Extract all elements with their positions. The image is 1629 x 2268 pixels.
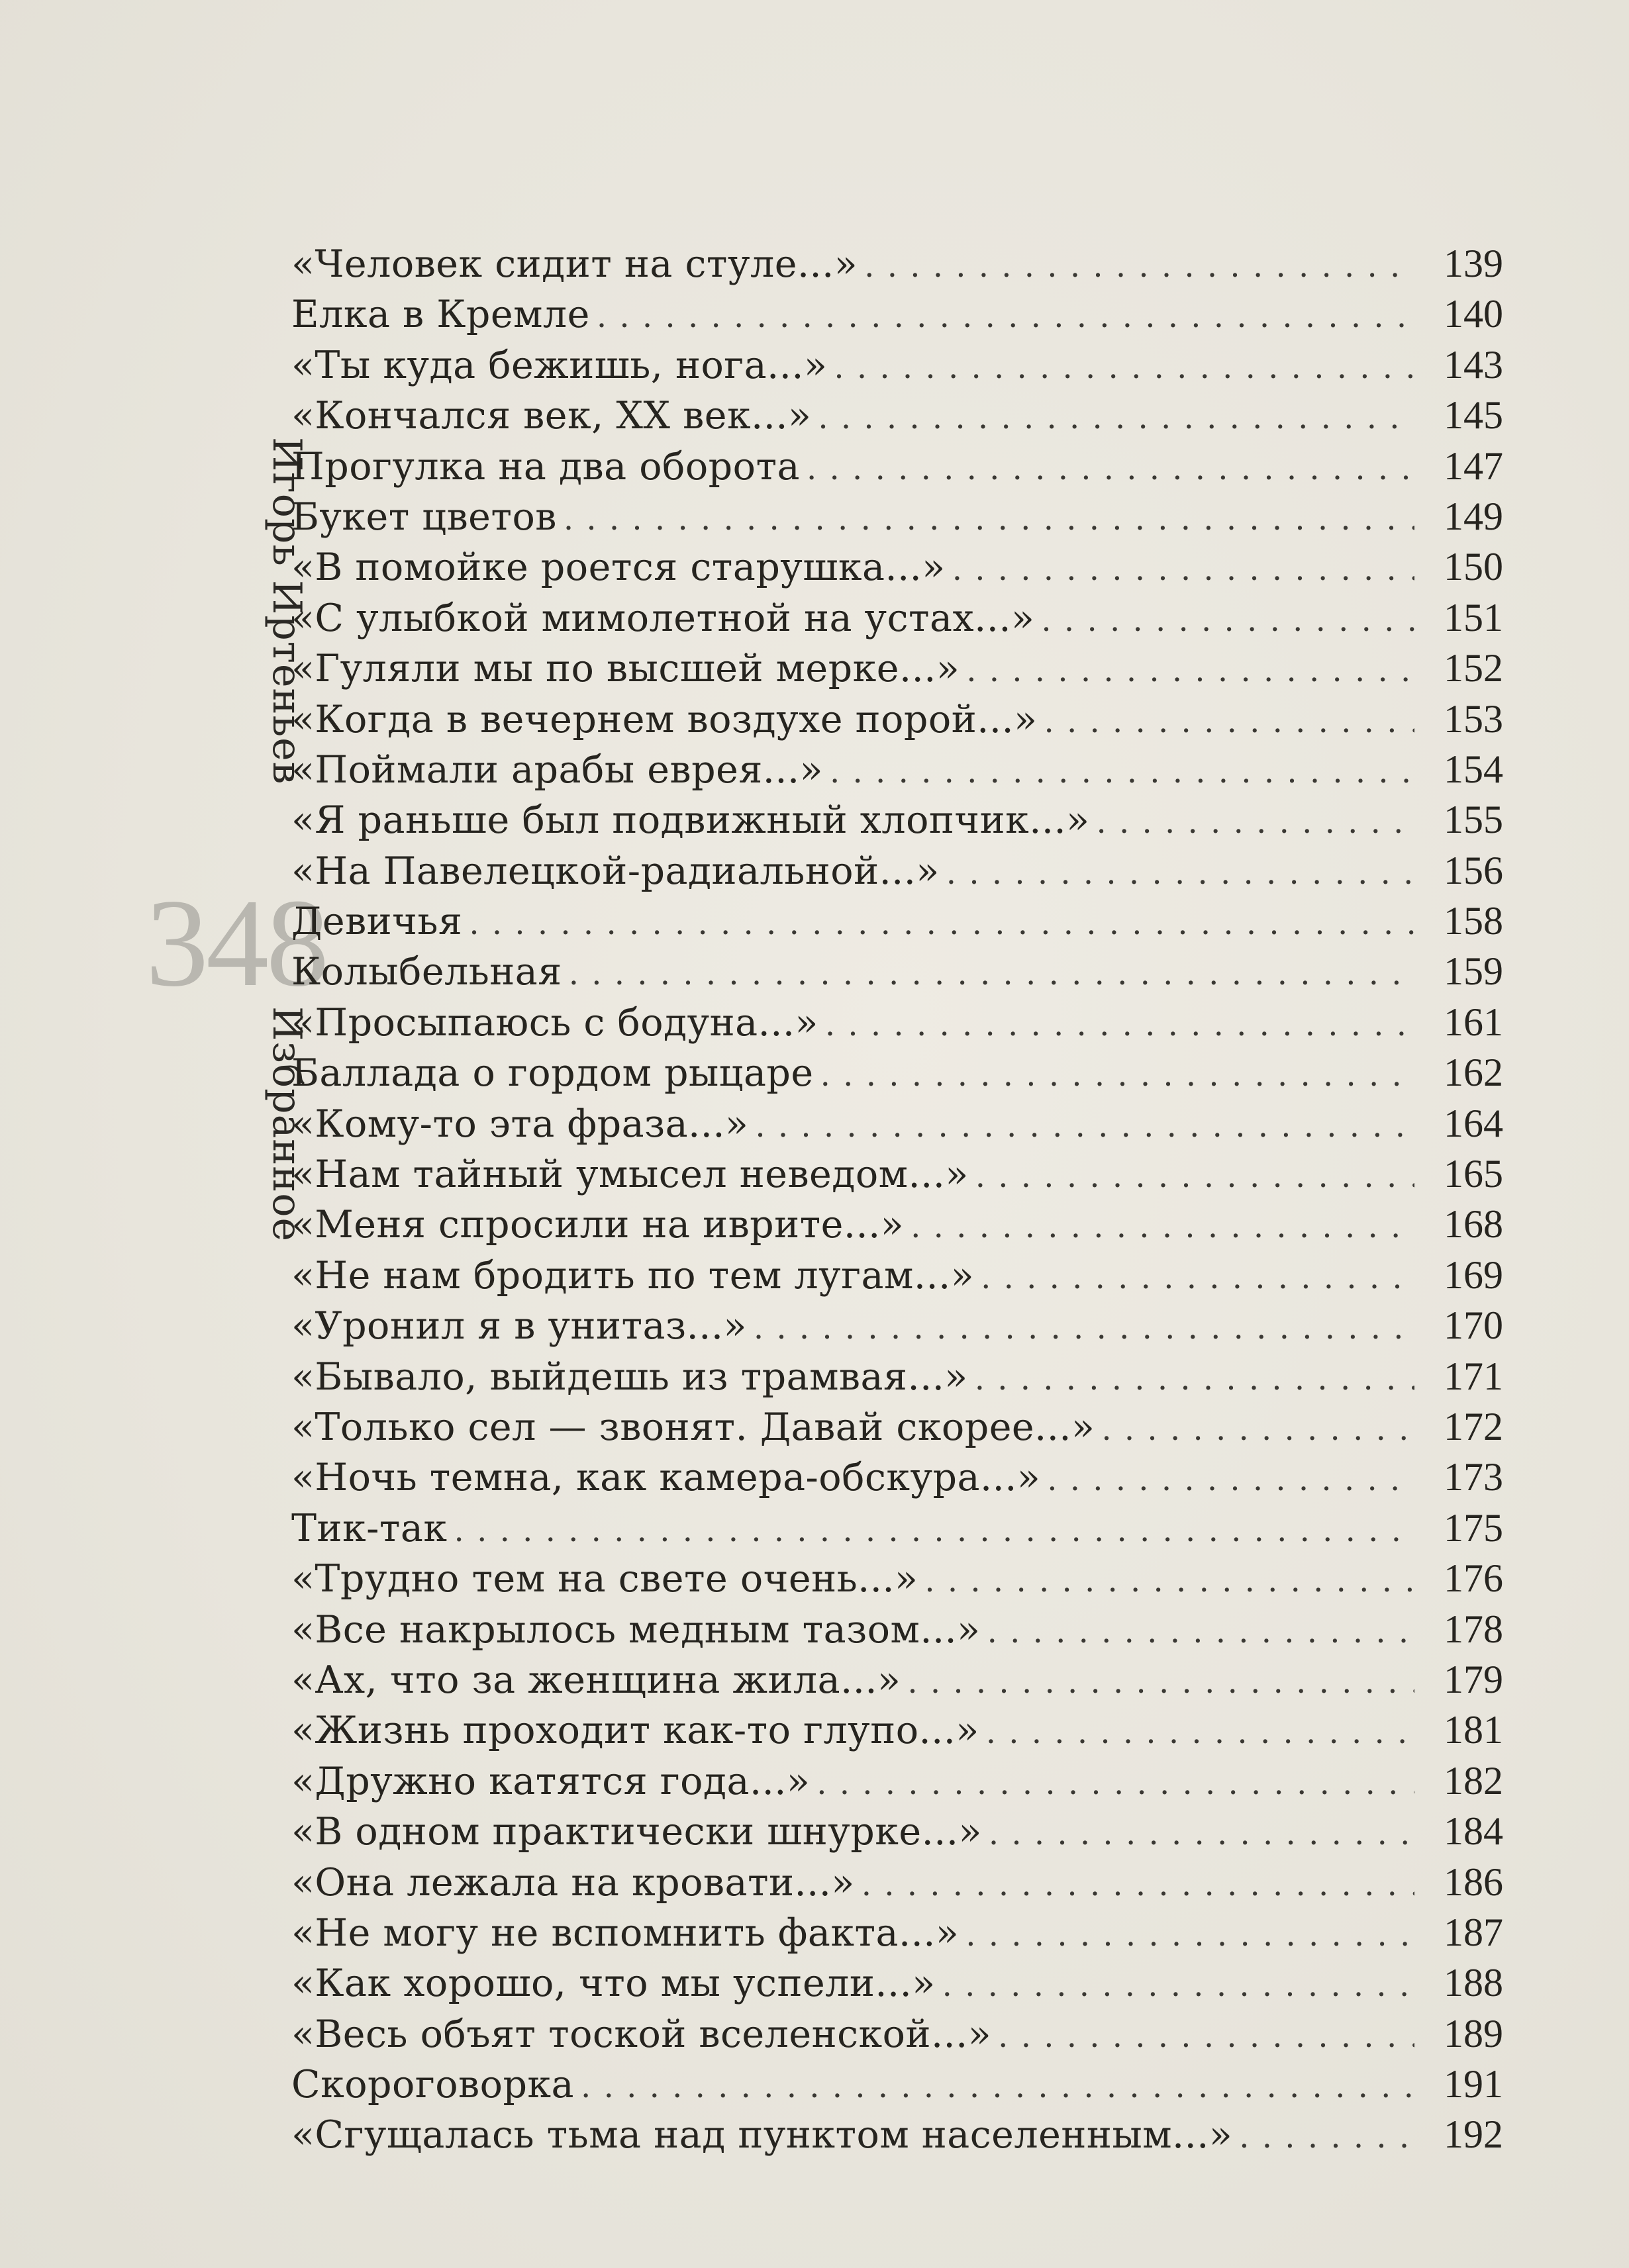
- toc-leader-dots: [989, 1809, 1414, 1859]
- toc-entry-page: 153: [1444, 696, 1503, 741]
- toc-entry-page: 159: [1444, 949, 1503, 994]
- toc-entry: [291, 997, 1503, 1047]
- toc-entry: [291, 1705, 1503, 1755]
- toc-entry-page: 175: [1444, 1505, 1503, 1550]
- toc-leader-dots: [966, 645, 1414, 696]
- toc-entry-title: «Человек сидит на стуле...»: [291, 242, 858, 286]
- toc-entry-title: «Только сел — звонят. Давай скорее...»: [291, 1405, 1095, 1449]
- toc-entry-page: 186: [1444, 1860, 1503, 1904]
- toc-leader-dots: [816, 1758, 1414, 1809]
- toc-entry-page: 187: [1444, 1910, 1503, 1954]
- toc-entry: [291, 896, 1503, 946]
- toc-entry: [291, 2008, 1503, 2059]
- toc-entry-title: «Поймали арабы еврея...»: [291, 747, 824, 792]
- toc-entry: [291, 1857, 1503, 1907]
- toc-entry-page: 152: [1444, 646, 1503, 690]
- toc-entry: [291, 2059, 1503, 2109]
- toc-leader-dots: [981, 1252, 1414, 1303]
- toc-entry-title: «Просыпаюсь с бодуна...»: [291, 1000, 818, 1045]
- toc-entry-page: 188: [1444, 1961, 1503, 2005]
- toc-entry: [291, 1553, 1503, 1603]
- toc-entry-page: 164: [1444, 1101, 1503, 1145]
- toc-entry-title: «Ах, что за женщина жила...»: [291, 1658, 901, 1702]
- toc-entry-title: «Весь объят тоской вселенской...»: [291, 2012, 992, 2056]
- toc-leader-dots: [1044, 696, 1414, 747]
- toc-entry-title: «Когда в вечернем воздухе порой...»: [291, 697, 1038, 741]
- toc-leader-dots: [564, 494, 1414, 544]
- toc-entry: [291, 592, 1503, 643]
- toc-entry: [291, 1756, 1503, 1806]
- toc-entry-title: «Не нам бродить по тем лугам...»: [291, 1253, 975, 1298]
- toc-entry-page: 155: [1444, 798, 1503, 842]
- toc-entry-title: «Ночь темна, как камера-обскура...»: [291, 1456, 1041, 1500]
- toc-entry-title: «В помойке роется старушка...»: [291, 545, 946, 590]
- toc-entry-title: Колыбельная: [291, 950, 562, 994]
- toc-leader-dots: [924, 1556, 1414, 1606]
- toc-entry-page: 147: [1444, 444, 1503, 488]
- toc-leader-dots: [754, 1303, 1414, 1353]
- toc-leader-dots: [1041, 595, 1414, 645]
- toc-entry-title: «Все накрылось медным тазом...»: [291, 1607, 981, 1652]
- toc-entry-title: Баллада о гордом рыцаре: [291, 1051, 814, 1096]
- toc-leader-dots: [597, 291, 1414, 342]
- toc-entry: [291, 1452, 1503, 1502]
- toc-entry: [291, 1300, 1503, 1350]
- toc-entry: [291, 289, 1503, 339]
- toc-leader-dots: [825, 1000, 1414, 1050]
- toc-entry: [291, 794, 1503, 845]
- toc-entry: [291, 238, 1503, 289]
- toc-entry-page: 191: [1444, 2062, 1503, 2106]
- toc-entry-page: 140: [1444, 292, 1503, 336]
- toc-entry-page: 154: [1444, 747, 1503, 791]
- toc-leader-dots: [581, 2061, 1414, 2112]
- toc-entry-page: 165: [1444, 1152, 1503, 1196]
- toc-entry-title: Девичья: [291, 900, 463, 944]
- toc-entry-page: 145: [1444, 393, 1503, 438]
- toc-entry-page: 149: [1444, 494, 1503, 538]
- toc-entry-title: «Она лежала на кровати...»: [291, 1860, 855, 1905]
- toc-entry-page: 168: [1444, 1202, 1503, 1247]
- toc-entry: [291, 491, 1503, 542]
- toc-entry-page: 181: [1444, 1708, 1503, 1752]
- table-of-contents: [291, 238, 1503, 2160]
- toc-entry-title: «Кончался век, XX век...»: [291, 394, 812, 438]
- toc-entry-page: 143: [1444, 342, 1503, 387]
- toc-leader-dots: [975, 1354, 1414, 1404]
- toc-entry-page: 179: [1444, 1657, 1503, 1701]
- toc-entry: [291, 1907, 1503, 1958]
- toc-leader-dots: [469, 898, 1414, 949]
- toc-entry-title: «Сгущалась тьма над пунктом населенным...»: [291, 2113, 1233, 2157]
- toc-entry: [291, 1351, 1503, 1401]
- toc-leader-dots: [911, 1202, 1414, 1252]
- toc-leader-dots: [942, 1960, 1414, 2010]
- toc-entry-title: «Меня спросили на иврите...»: [291, 1203, 905, 1247]
- toc-entry-page: 184: [1444, 1809, 1503, 1854]
- running-head: [99, 437, 326, 1384]
- toc-entry-title: «Нам тайный умысел неведом...»: [291, 1153, 969, 1197]
- toc-entry: [291, 1604, 1503, 1654]
- toc-entry-page: 139: [1444, 242, 1503, 285]
- toc-entry-title: «Кому-то эта фраза...»: [291, 1102, 749, 1146]
- toc-leader-dots: [986, 1707, 1414, 1758]
- running-head-author: Игорь Иртеньев: [264, 437, 310, 785]
- toc-entry-page: 151: [1444, 595, 1503, 639]
- toc-entry-page: 192: [1444, 2112, 1503, 2157]
- toc-entry: [291, 1806, 1503, 1856]
- toc-leader-dots: [975, 1151, 1414, 1202]
- toc-entry-title: Букет цветов: [291, 495, 557, 539]
- toc-entry: [291, 1098, 1503, 1149]
- toc-leader-dots: [987, 1607, 1414, 1657]
- toc-leader-dots: [454, 1505, 1414, 1556]
- toc-leader-dots: [907, 1657, 1414, 1707]
- toc-entry-title: «Как хорошо, что мы успели...»: [291, 1961, 936, 2006]
- running-head-book-title: Избранное: [264, 1006, 310, 1242]
- toc-entry-title: «Я раньше был подвижный хлопчик...»: [291, 798, 1090, 843]
- toc-entry-page: 173: [1444, 1455, 1503, 1499]
- toc-entry-page: 156: [1444, 848, 1503, 892]
- toc-entry-title: Прогулка на два оборота: [291, 444, 801, 489]
- toc-leader-dots: [834, 342, 1414, 393]
- toc-entry-title: «Уронил я в унитаз...»: [291, 1304, 747, 1348]
- toc-entry-title: «Не могу не вспомнить факта...»: [291, 1911, 960, 1955]
- toc-entry-title: «На Павелецкой-радиальной...»: [291, 849, 940, 893]
- toc-leader-dots: [862, 1860, 1414, 1910]
- toc-leader-dots: [998, 2011, 1414, 2061]
- page-number: 348: [146, 874, 326, 1013]
- toc-entry-title: «Ты куда бежишь, нога...»: [291, 343, 828, 387]
- toc-entry-title: «С улыбкой мимолетной на устах...»: [291, 596, 1035, 640]
- toc-leader-dots: [820, 1050, 1414, 1100]
- toc-entry: [291, 2109, 1503, 2159]
- toc-leader-dots: [946, 848, 1414, 898]
- toc-entry: [291, 1047, 1503, 1098]
- toc-entry-title: Елка в Кремле: [291, 293, 590, 337]
- toc-leader-dots: [807, 444, 1414, 494]
- toc-leader-dots: [569, 949, 1414, 999]
- toc-entry: [291, 1250, 1503, 1300]
- toc-leader-dots: [864, 241, 1414, 291]
- toc-entry-title: «Трудно тем на свете очень...»: [291, 1557, 918, 1601]
- toc-entry: [291, 744, 1503, 794]
- toc-entry: [291, 643, 1503, 693]
- toc-entry-page: 189: [1444, 2011, 1503, 2055]
- toc-entry-page: 169: [1444, 1252, 1503, 1297]
- toc-entry-page: 161: [1444, 1000, 1503, 1044]
- toc-entry: [291, 946, 1503, 996]
- toc-leader-dots: [755, 1101, 1414, 1151]
- toc-entry: [291, 340, 1503, 390]
- toc-entry: [291, 694, 1503, 744]
- toc-entry: [291, 390, 1503, 440]
- toc-entry: [291, 845, 1503, 896]
- toc-entry-title: «Жизнь проходит как-то глупо...»: [291, 1709, 979, 1753]
- toc-entry: [291, 1958, 1503, 2008]
- toc-entry-page: 176: [1444, 1556, 1503, 1601]
- toc-entry-title: «Дружно катятся года...»: [291, 1759, 811, 1803]
- toc-entry-page: 158: [1444, 899, 1503, 943]
- toc-entry-title: «В одном практически шнурке...»: [291, 1810, 982, 1854]
- toc-entry-title: «Гуляли мы по высшей мерке...»: [291, 647, 960, 691]
- toc-leader-dots: [1239, 2112, 1414, 2162]
- toc-entry-page: 172: [1444, 1404, 1503, 1448]
- toc-entry-title: Тик-так: [291, 1506, 448, 1550]
- toc-leader-dots: [1096, 797, 1414, 847]
- toc-leader-dots: [952, 544, 1414, 594]
- toc-entry-title: «Бывало, выйдешь из трамвая...»: [291, 1354, 968, 1399]
- toc-entry-page: 182: [1444, 1758, 1503, 1803]
- toc-leader-dots: [1101, 1404, 1414, 1454]
- toc-entry-page: 178: [1444, 1607, 1503, 1651]
- toc-entry-page: 150: [1444, 545, 1503, 589]
- toc-entry: [291, 542, 1503, 592]
- toc-leader-dots: [965, 1910, 1414, 1960]
- toc-entry: [291, 441, 1503, 491]
- toc-leader-dots: [1047, 1454, 1414, 1505]
- toc-leader-dots: [830, 747, 1414, 797]
- toc-entry-page: 162: [1444, 1051, 1503, 1095]
- toc-entry: [291, 1199, 1503, 1249]
- toc-leader-dots: [818, 393, 1414, 443]
- toc-entry-page: 171: [1444, 1354, 1503, 1398]
- toc-entry-page: 170: [1444, 1303, 1503, 1348]
- toc-entry: [291, 1149, 1503, 1199]
- toc-entry: [291, 1654, 1503, 1705]
- toc-entry: [291, 1401, 1503, 1452]
- toc-entry: [291, 1503, 1503, 1553]
- toc-entry-title: Скороговорка: [291, 2063, 575, 2107]
